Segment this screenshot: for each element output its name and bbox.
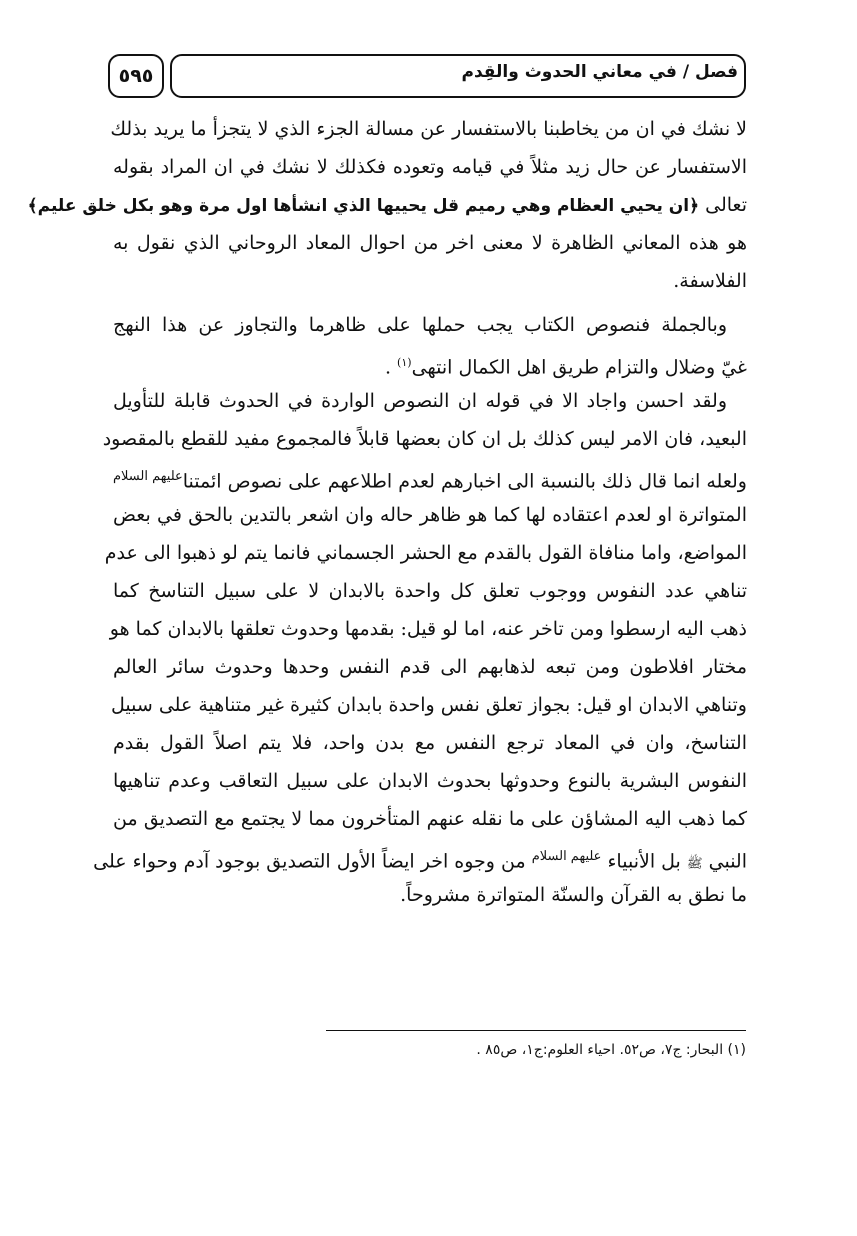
text-line: المتواترة او لعدم اعتقاده لها كما هو ظاهر حاله وان اشعر بالتدين بالحق في بعض xyxy=(113,504,747,526)
body-text xyxy=(27,110,747,914)
honorific-prophets: عليهم السلام xyxy=(531,849,602,864)
text-line xyxy=(27,186,747,224)
text-line: ذهب اليه ارسطوا ومن تاخر عنه، اما لو قيل: بقدمها وحدوث تعلقها بالابدان كما هو xyxy=(109,618,747,640)
honorific-imams: عليهم السلام xyxy=(113,469,183,484)
page-number: ٥٩٥ xyxy=(108,54,164,98)
text-line xyxy=(93,838,747,876)
text-fragment: . xyxy=(384,356,391,379)
footnote-ref: (١) xyxy=(397,356,412,369)
text-line: وتناهي الابدان او قيل: بجواز تعلق نفس واحدة بابدان كثيرة غير متناهية على سبيل xyxy=(111,694,747,716)
text-line: المواضع، واما منافاة القول بالقدم مع الحشر الجسماني فانما يتم لو ذهبوا الى عدم xyxy=(104,542,747,564)
text-line: الفلاسفة. xyxy=(673,270,747,292)
text-line: لا نشك في ان من يخاطبنا بالاستفسار عن مسالة الجزء الذي لا يتجزأ ما يريد بذلك xyxy=(110,118,747,140)
footnote: (١) البحار: ج٧، ص٥٢. احياء العلوم:ج١، ص٨٥ . xyxy=(476,1042,746,1058)
running-header-title: فصل / في معاني الحدوث والقِدم xyxy=(170,54,746,98)
text-fragment: تعالى xyxy=(705,194,747,216)
quran-verse: ﴿ان يحيي العظام وهي رميم قل يحييها الذي انشأها اول مرة وهو بكل خلق عليم﴾ xyxy=(27,196,700,216)
text-line: مختار افلاطون ومن تبعه لذهابهم الى قدم النفس وحدها وحدوث سائر العالم xyxy=(113,656,747,678)
text-line: الاستفسار عن حال زيد مثلاً في قيامه وتعوده فكذلك لا نشك في ان المراد بقوله xyxy=(113,156,747,178)
text-fragment: من وجوه اخر ايضاً الأول التصديق بوجود آدم وحواء على xyxy=(93,850,526,873)
honorific-prophet: ﷺ xyxy=(686,856,703,872)
text-line: كما ذهب اليه المشاؤن على ما نقله عنهم المتأخرون مما لا يجتمع مع التصديق من xyxy=(113,808,747,830)
text-line: وبالجملة فنصوص الكتاب يجب حملها على ظاهرما والتجاوز عن هذا النهج xyxy=(113,314,727,336)
text-line: هو هذه المعاني الظاهرة لا معنى اخر من احوال المعاد الروحاني الذي نقول به xyxy=(113,232,747,254)
text-line: تناهي عدد النفوس ووجوب تعلق كل واحدة بالابدان لا على سبيل التناسخ كما xyxy=(113,580,747,602)
text-fragment: بل الأنبياء xyxy=(607,850,681,873)
text-line: النفوس البشرية بالنوع وحدوثها بحدوث الابدان على سبيل التعاقب وعدم تناهيها xyxy=(113,770,747,792)
footnote-divider xyxy=(326,1030,746,1031)
text-line: ولقد احسن واجاد الا في قوله ان النصوص الواردة في الحدوث قابلة للتأويل xyxy=(113,390,727,412)
text-fragment: النبي xyxy=(708,850,747,873)
text-line xyxy=(113,344,747,382)
text-fragment: غيّ وضلال والتزام طريق اهل الكمال انتهى xyxy=(411,356,747,379)
text-line: التناسخ، وان في المعاد ترجع النفس مع بدن واحد، فلا يتم اصلاً القول بقدم xyxy=(113,732,747,754)
text-fragment: ولعله انما قال ذلك بالنسبة الى اخبارهم لعدم اطلاعهم على نصوص ائمتنا xyxy=(182,470,747,493)
text-line xyxy=(113,458,747,496)
text-line: البعيد، فان الامر ليس كذلك بل ان كان بعضها قابلاً فالمجموع مفيد للقطع بالمقصود xyxy=(102,428,747,450)
text-line: ما نطق به القرآن والسنّة المتواترة مشروحاً. xyxy=(400,884,747,906)
